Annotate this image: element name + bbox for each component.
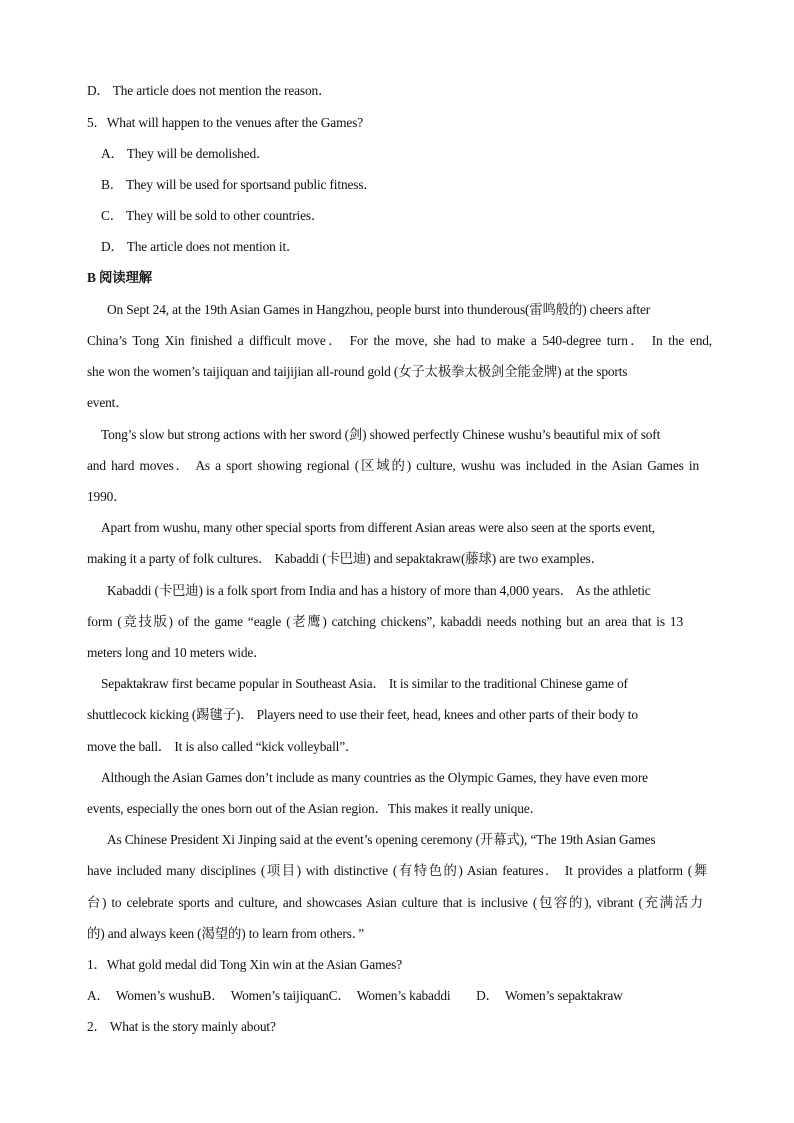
q5-option-c: C． They will be sold to other countries． bbox=[101, 208, 325, 223]
passage-line: 1990． bbox=[87, 489, 127, 504]
passage-line: events, especially the ones born out of the Asian region．This makes it really unique． bbox=[87, 801, 543, 816]
passage-line: she won the women’s taijiquan and taijijian all-round gold (女子太极拳太极剑全能金牌) at the sports bbox=[87, 364, 628, 379]
passage-line: shuttlecock kicking (踢毽子)． Players need to use their feet, head, knees and other parts of their body to bbox=[87, 707, 638, 722]
passage-line: and hard moves． As a sport showing regional (区域的) culture, wushu was included in the Asian Games in bbox=[87, 458, 699, 473]
q5-option-d: D． The article does not mention it． bbox=[101, 239, 300, 254]
passage-line: As Chinese President Xi Jinping said at the event’s opening ceremony (开幕式), “The 19th Asian Games bbox=[107, 832, 656, 847]
q5-option-a: A． They will be demolished． bbox=[101, 146, 270, 161]
passage-line: 的) and always keen (渴望的) to learn from others．” bbox=[87, 926, 365, 941]
q4-option-d: D． The article does not mention the reason． bbox=[87, 83, 332, 98]
passage-line: On Sept 24, at the 19th Asian Games in Hangzhou, people burst into thunderous(雷鸣般的) cheers after bbox=[107, 302, 651, 317]
passage-line: form (竞技版) of the game “eagle (老鹰) catching chickens”, kabaddi needs nothing but an area that is 13 bbox=[87, 614, 683, 629]
passage-line: making it a party of folk cultures． Kabaddi (卡巴迪) and sepaktakraw(藤球) are two examples． bbox=[87, 551, 604, 566]
passage-line: China’s Tong Xin finished a difficult move． For the move, she had to make a 540-degree turn． In the end, bbox=[87, 333, 712, 348]
section-b-heading: B 阅读理解 bbox=[87, 270, 152, 285]
passage-line: meters long and 10 meters wide． bbox=[87, 645, 267, 660]
passage-line: Tong’s slow but strong actions with her sword (剑) showed perfectly Chinese wushu’s beautiful mix of soft bbox=[101, 427, 661, 442]
passage-line: event． bbox=[87, 395, 129, 410]
q2-stem: 2． What is the story mainly about? bbox=[87, 1019, 276, 1034]
passage-line: move the ball． It is also called “kick volleyball”． bbox=[87, 739, 359, 754]
passage-line: Sepaktakraw first became popular in Southeast Asia． It is similar to the traditional Chinese game of bbox=[101, 676, 628, 691]
q5-option-b: B． They will be used for sportsand public fitness． bbox=[101, 177, 377, 192]
passage-line: Although the Asian Games don’t include as many countries as the Olympic Games, they have even more bbox=[101, 770, 648, 785]
q5-stem: 5．What will happen to the venues after the Games? bbox=[87, 115, 363, 130]
passage-line: 台) to celebrate sports and culture, and showcases Asian culture that is inclusive (包容的), vibrant (充满活力 bbox=[87, 895, 703, 910]
passage-line: Apart from wushu, many other special sports from different Asian areas were also seen at the sports event, bbox=[101, 520, 655, 535]
passage-line: have included many disciplines (项目) with distinctive (有特色的) Asian features． It provides a platform (舞 bbox=[87, 863, 707, 878]
q1-stem: 1．What gold medal did Tong Xin win at the Asian Games? bbox=[87, 957, 403, 972]
q1-options: A． Women’s wushuB． Women’s taijiquanC． Women’s kabaddi D． Women’s sepaktakraw bbox=[87, 988, 623, 1003]
passage-line: Kabaddi (卡巴迪) is a folk sport from India and has a history of more than 4,000 years． As the athletic bbox=[107, 583, 651, 598]
